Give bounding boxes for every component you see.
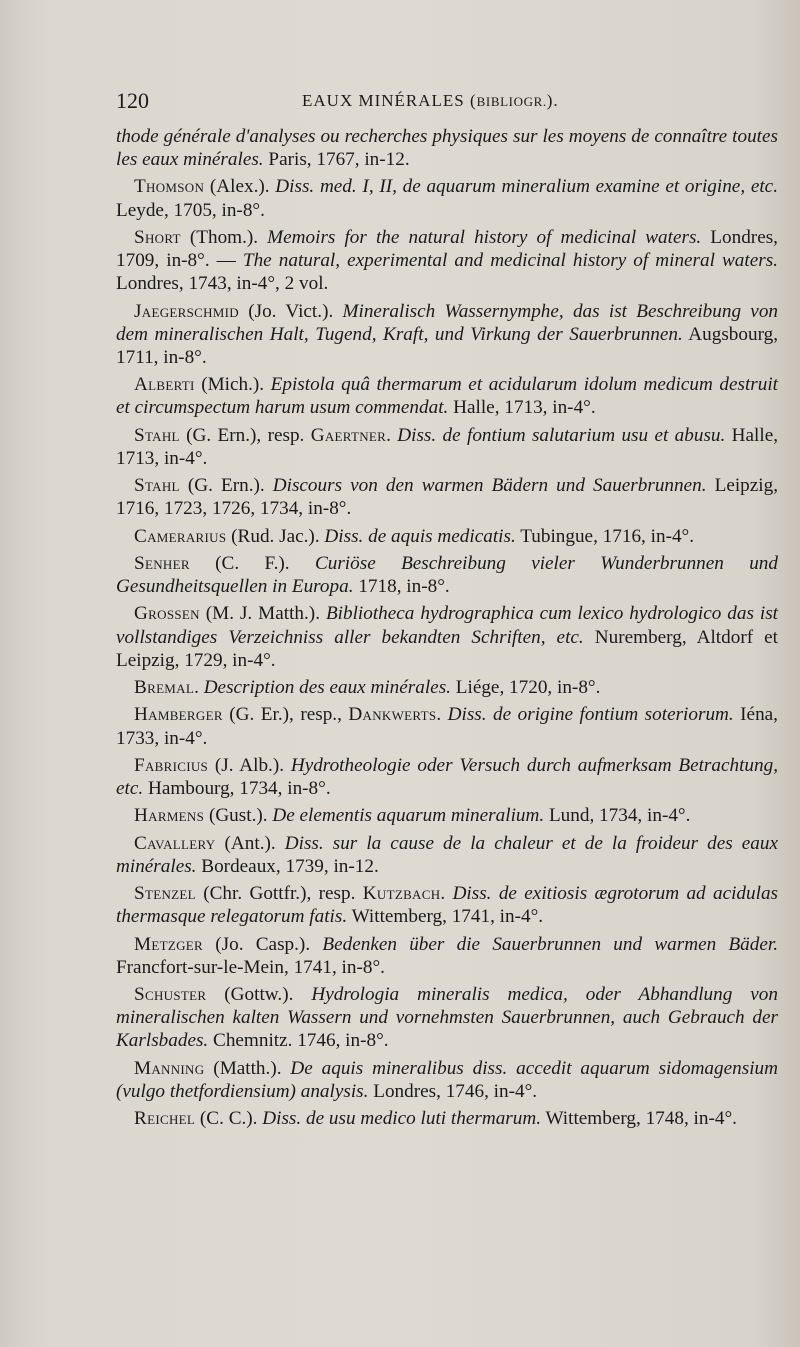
entry-title: Diss. sur la cause de la chaleur et de la froideur des eaux minérales. (116, 832, 778, 877)
bibliography-text (116, 125, 778, 1135)
bibliography-entry (116, 525, 778, 548)
entry-author-info: (Alex.). (204, 176, 276, 198)
bibliography-entry (116, 754, 778, 800)
entry-imprint: Paris, 1767, in-12. (263, 149, 410, 171)
entry-author-info: (M. J. Matth.). (199, 603, 326, 625)
entry-title: Diss. de fontium salutarium usu et abusu. (397, 424, 726, 446)
entry-imprint: Tubingue, 1716, in-4°. (515, 525, 695, 547)
page-header (116, 88, 786, 120)
entry-imprint: Lund, 1734, in-4°. (544, 805, 691, 827)
bibliography-entry (116, 424, 778, 470)
entry-author-info: (Thom.). (180, 226, 268, 248)
entry-imprint-second: Londres, 1743, in-4°, 2 vol. (116, 273, 329, 295)
entry-author: Alberti (134, 374, 195, 396)
entry-author: Fabricius (134, 754, 209, 776)
entry-title: De elementis aquarum mineralium. (272, 805, 545, 827)
entry-author: Thomson (134, 176, 205, 198)
bibliography-entry (116, 373, 778, 419)
entry-author: Schuster (134, 984, 207, 1006)
bibliography-entry (116, 125, 778, 171)
entry-author-info: (G. Ern.). (179, 475, 273, 497)
entry-author-info: (G. Er.), resp., (222, 704, 349, 726)
entry-author: Bremal (134, 677, 195, 699)
entry-title-second: The natural, experimental and medicinal history of mineral waters. (242, 250, 778, 272)
entry-title: Hydrologia mineralis medica, oder Abhandlung von mineralischen kalten Wassern und vornehmsten Sauerbrunnen, auch Gebrauch der Karlsbades. (116, 984, 778, 1052)
entry-second-author: Dankwerts (348, 704, 437, 726)
entry-author: Senher (134, 552, 190, 574)
entry-imprint: Augsbourg, 1711, in-8°. (116, 323, 779, 368)
bibliography-entry (116, 175, 778, 221)
entry-author-info: (Chr. Gottfr.), resp. (195, 883, 363, 905)
entry-imprint: Wittemberg, 1748, in-4°. (541, 1108, 737, 1130)
entry-imprint: Leipzig, 1716, 1723, 1726, 1734, in-8°. (116, 475, 779, 520)
entry-title: thode générale d'analyses ou recherches physiques sur les moyens de connaître toutes les eaux minérales. (116, 126, 778, 171)
entry-author: Stahl (134, 424, 180, 446)
entry-author-info: (C. C.). (195, 1108, 263, 1130)
entry-imprint: Leyde, 1705, in-8°. (116, 199, 265, 221)
entry-second-author-info: . (386, 424, 398, 446)
entry-imprint: Chemnitz. 1746, in-8°. (208, 1030, 389, 1052)
entry-imprint: 1718, in-8°. (353, 576, 450, 598)
entry-title: Hydrotheologie oder Versuch durch aufmerksam Betrachtung, etc. (116, 754, 779, 799)
entry-title: Description des eaux minérales. (203, 677, 451, 699)
entry-author-info: (Jo. Casp.). (202, 933, 323, 955)
bibliography-entry (116, 1107, 778, 1130)
entry-author: Reichel (134, 1108, 196, 1130)
entry-author-info: (J. Alb.). (208, 754, 291, 776)
entry-author: Grossen (134, 603, 200, 625)
entry-title: Diss. med. I, II, de aquarum mineralium examine et origine, etc. (275, 176, 778, 198)
entry-second-author: Kutzbach (362, 883, 441, 905)
entry-author-info: (Jo. Vict.). (238, 300, 343, 322)
running-head (302, 91, 559, 111)
entry-imprint: Liége, 1720, in-8°. (450, 677, 601, 699)
entry-imprint: Londres, 1709, in-8°. — (116, 226, 778, 272)
entry-second-author-info: . (440, 883, 453, 905)
entry-imprint: Nuremberg, Altdorf et Leipzig, 1729, in-4°. (116, 626, 779, 671)
bibliography-entry (116, 226, 778, 295)
entry-imprint: Bordeaux, 1739, in-12. (196, 855, 379, 877)
entry-author-info: (Rud. Jac.). (226, 525, 325, 547)
bibliography-entry (116, 474, 778, 520)
entry-title: Memoirs for the natural history of medicinal waters. (267, 226, 702, 248)
entry-title: Mineralisch Wassernymphe, das ist Beschreibung von dem mineralischen Halt, Tugend, Kraft, und Virkung der Sauerbrunnen. (116, 300, 779, 345)
entry-imprint: Hambourg, 1734, in-8°. (143, 778, 331, 799)
bibliography-entry (116, 983, 778, 1052)
entry-imprint: Wittemberg, 1741, in-4°. (347, 906, 544, 928)
entry-imprint: Francfort-sur-le-Mein, 1741, in-8°. (116, 956, 385, 978)
bibliography-entry (116, 804, 778, 827)
entry-author-info: (Gottw.). (206, 984, 312, 1006)
entry-author: Camerarius (134, 525, 227, 547)
entry-author: Metzger (134, 933, 203, 955)
entry-title: Diss. de origine fontium soteriorum. (447, 704, 734, 726)
entry-title: Bibliotheca hydrographica cum lexico hydrologico das ist vollstandiges Verzeichniss aller bekandten Schriften, etc. (116, 603, 779, 648)
entry-title: Diss. de exitiosis ægrotorum ad acidulas thermasque relegatorum fatis. (116, 883, 778, 928)
entry-title: Diss. de aquis medicatis. (324, 525, 516, 547)
entry-second-author: Gaertner (310, 424, 387, 446)
entry-author: Manning (134, 1057, 205, 1079)
entry-author: Short (134, 226, 181, 248)
bibliography-entry (116, 602, 778, 671)
entry-title: Curiöse Beschreibung vieler Wunderbrunnen und Gesundheitsquellen in Europa. (116, 552, 778, 598)
entry-imprint: Londres, 1746, in-4°. (368, 1080, 538, 1102)
entry-author-info: (Gust.). (204, 805, 273, 827)
entry-imprint: Halle, 1713, in-4°. (448, 397, 596, 419)
entry-author-info: (Ant.). (215, 832, 285, 854)
entry-author: Stahl (134, 475, 180, 497)
bibliography-entry (116, 1057, 778, 1103)
entry-imprint: Halle, 1713, in-4°. (116, 424, 779, 469)
entry-author: Harmens (134, 805, 205, 827)
page-number: 120 (116, 88, 149, 113)
bibliography-entry (116, 832, 778, 878)
running-head-small: BIBLIOGR. (476, 94, 547, 109)
entry-author-info: (Mich.). (194, 374, 271, 396)
bibliography-entry (116, 300, 778, 369)
bibliography-entry (116, 552, 778, 598)
entry-author: Cavallery (134, 832, 216, 854)
entry-author-info: . (194, 677, 204, 699)
entry-author: Stenzel (134, 883, 196, 905)
entry-imprint: Iéna, 1733, in-4°. (116, 704, 778, 749)
entry-second-author-info: . (436, 704, 448, 726)
entry-title: Epistola quâ thermarum et acidularum idolum medicum destruit et circumspectum harum usum commendat. (116, 374, 778, 419)
bibliography-entry (116, 882, 778, 928)
entry-title: De aquis mineralibus diss. accedit aquarum sidomagensium (vulgo thetfordiensium) analysis. (116, 1057, 778, 1102)
running-head-main: EAUX MINÉRALES ( (302, 91, 477, 110)
entry-author-info: (Matth.). (204, 1057, 291, 1079)
bibliography-entry (116, 933, 778, 979)
entry-title: Discours von den warmen Bädern und Sauerbrunnen. (272, 475, 707, 497)
entry-title: Bedenken über die Sauerbrunnen und warmen Bäder. (322, 933, 778, 955)
entry-author-info: (G. Ern.), resp. (179, 424, 311, 446)
entry-author-info: (C. F.). (189, 552, 315, 574)
entry-author: Hamberger (134, 704, 223, 726)
bibliography-entry (116, 676, 778, 699)
entry-title: Diss. de usu medico luti thermarum. (262, 1108, 541, 1130)
entry-author: Jaegerschmid (134, 300, 239, 322)
bibliography-entry (116, 703, 778, 749)
running-head-end: ). (546, 91, 559, 110)
